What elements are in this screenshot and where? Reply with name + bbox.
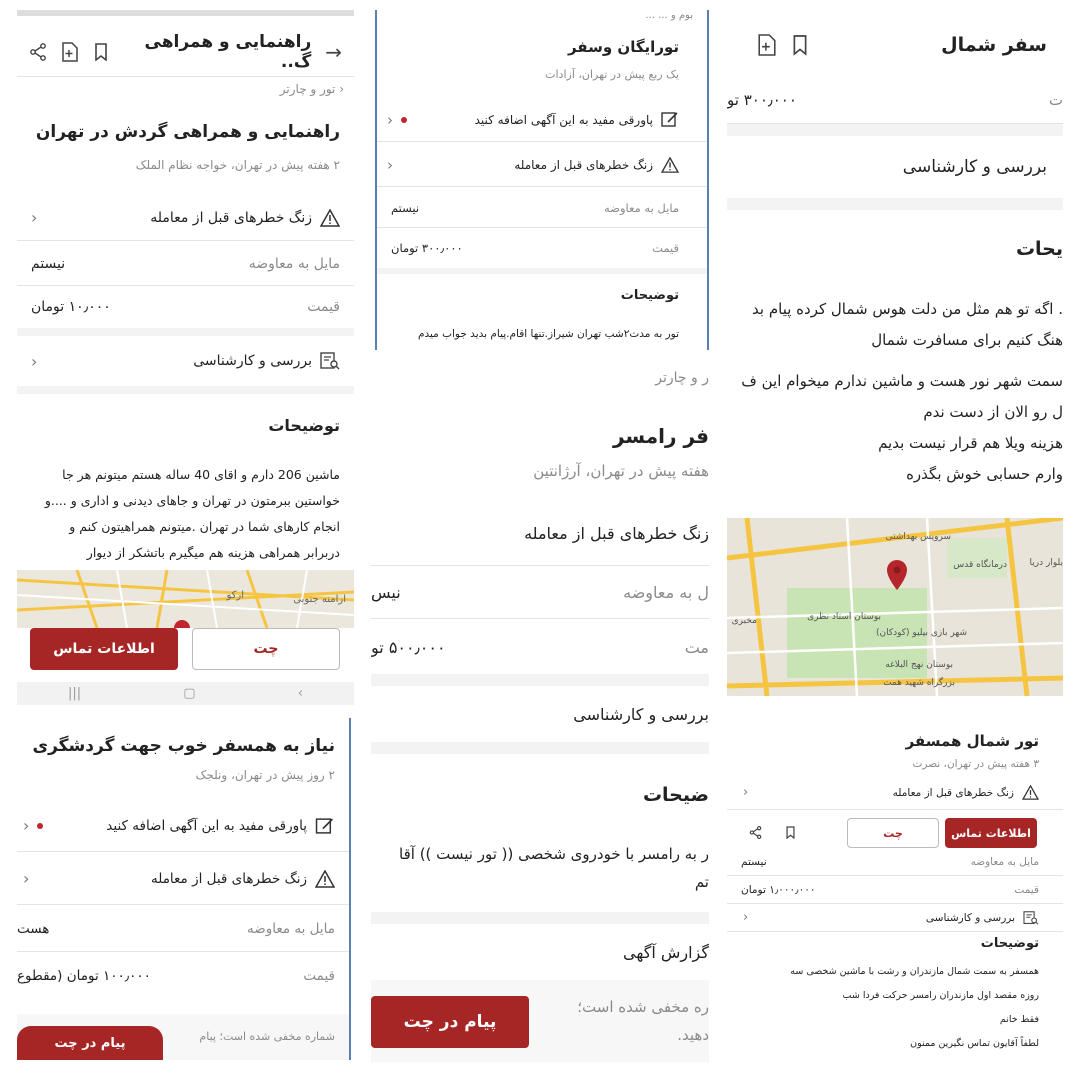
review-icon <box>1023 911 1039 925</box>
warning-row[interactable] <box>377 143 707 187</box>
home-icon[interactable]: ▢ <box>183 686 196 701</box>
chevron-left-icon: ‹ <box>31 351 38 371</box>
panel-ad-tehran-guide <box>17 10 354 705</box>
review-icon <box>320 352 340 370</box>
status-strip <box>17 10 354 16</box>
chevron-left-icon: ‹ <box>387 110 393 129</box>
panel-ad-free-tour <box>375 10 709 350</box>
negotiable-value: هست <box>17 920 50 937</box>
recents-icon[interactable]: ||| <box>68 686 82 701</box>
review-label: بررسی و کارشناسی <box>193 353 312 369</box>
price-label: ت <box>1048 90 1063 109</box>
review-label: بررسی و کارشناسی <box>573 704 709 724</box>
negotiable-value: نیستم <box>741 855 767 868</box>
map-label: ارکو <box>226 590 244 601</box>
price-value: ۱٫۰۰۰٫۰۰۰ تومان <box>741 883 816 896</box>
negotiable-row <box>377 188 707 228</box>
contact-info-button[interactable]: اطلاعات تماس <box>945 818 1037 848</box>
warning-label: زنگ خطرهای قبل از معامله <box>514 157 653 172</box>
price-row <box>371 620 709 674</box>
price-value: ۱۰۰٫۰۰۰ تومان (مقطوع <box>17 968 151 984</box>
add-note-icon[interactable] <box>61 42 79 62</box>
review-row[interactable] <box>17 336 354 386</box>
new-dot-icon <box>401 117 407 123</box>
page-title: راهنمایی و همراهی گردش در تهران <box>35 122 340 142</box>
description-title: توضیحات <box>980 936 1039 951</box>
description-text: همسفر به سمت شمال مازندران و رشت با ماشین شخصی سه روزه مقصد اول مازندران رامسر حرکت فردا شب فقط خانم لطفاً آقایون تماس نگیرین ممنون <box>790 966 1039 1049</box>
map-label: درمانگاه قدس <box>953 560 1007 570</box>
warning-icon <box>320 209 340 227</box>
description-text: تور به مدت۲شب تهران شیراز.تنها اقام.پیام بدید جواب میدم <box>417 328 679 340</box>
chevron-left-icon: ‹ <box>743 785 749 800</box>
system-nav-bar <box>17 682 354 705</box>
chat-button[interactable]: چت <box>847 818 939 848</box>
panel-ad-ramsar <box>371 362 709 1062</box>
add-note-row[interactable] <box>17 800 349 852</box>
warning-icon <box>1022 785 1039 800</box>
chevron-left-icon: ‹ <box>23 869 30 888</box>
map-label: سرویس بهداشتی <box>885 532 951 542</box>
warning-row[interactable] <box>17 853 349 905</box>
map-label: بزرگراه شهید همت <box>883 678 955 688</box>
contact-info-button[interactable]: اطلاعات تماس <box>30 628 178 670</box>
negotiable-label: مایل به معاوضه <box>970 855 1039 868</box>
chevron-left-icon: ‹ <box>387 155 393 174</box>
ad-subtitle: ۲ هفته پیش در تهران، خواجه نظام الملک <box>135 158 340 172</box>
page-title: فر رامسر <box>612 424 709 448</box>
warning-row[interactable] <box>727 776 1063 810</box>
header-title: راهنمایی و همراهی گ.. <box>144 32 312 72</box>
back-arrow-icon[interactable]: → <box>325 40 342 64</box>
price-row <box>377 228 707 268</box>
panel-ad-north-companion <box>727 724 1063 1060</box>
map-label: مخبری <box>731 616 757 626</box>
chat-button[interactable]: چت <box>192 628 340 670</box>
negotiable-label: ل به معاوضه <box>623 583 709 602</box>
price-value: ۵۰۰٫۰۰۰ تو <box>371 637 446 657</box>
description-title: ضیحات <box>642 784 709 806</box>
chevron-left-icon: ‹ <box>23 816 30 835</box>
review-label: بررسی و کارشناسی <box>902 157 1047 177</box>
chat-message-button[interactable]: پیام در چت <box>17 1026 163 1060</box>
warning-label: زنگ خطرهای قبل از معامله <box>150 209 312 226</box>
ad-subtitle: ۳ هفته پیش در تهران، نصرت <box>912 758 1039 770</box>
price-label: قیمت <box>303 968 335 984</box>
negotiable-row <box>727 848 1063 876</box>
chevron-left-icon: ‹ <box>743 910 749 925</box>
price-row <box>727 876 1063 904</box>
negotiable-label: مایل به معاوضه <box>604 200 679 215</box>
ad-subtitle: ۲ روز پیش در تهران، ونلجک <box>195 768 335 782</box>
page-title: تور شمال همسفر <box>905 732 1039 750</box>
header-title: سفر شمال <box>941 34 1047 56</box>
hidden-number-text: ره مخفی شده است؛ <box>577 998 709 1016</box>
ad-subtitle: هفته پیش در تهران، آرژانتین <box>533 462 709 480</box>
bookmark-icon[interactable] <box>93 43 109 61</box>
negotiable-value: نیستم <box>31 255 66 272</box>
price-value: ۳۰۰٫۰۰۰ تو <box>727 90 797 109</box>
share-icon[interactable] <box>749 826 762 839</box>
location-map[interactable] <box>727 518 1063 696</box>
panel-ad-north-trip <box>727 10 1063 722</box>
note-icon <box>661 111 679 128</box>
map-label: بوستان استاد نظری <box>807 612 881 622</box>
negotiable-label: مایل به معاوضه <box>248 255 340 272</box>
warning-icon <box>661 157 679 173</box>
hidden-number-text-2: دهید. <box>677 1026 709 1044</box>
note-icon <box>315 817 335 835</box>
negotiable-row <box>371 567 709 619</box>
location-map[interactable] <box>17 570 354 628</box>
share-icon[interactable] <box>29 43 47 61</box>
price-row <box>727 76 1063 124</box>
description-text: ماشین 206 دارم و اقای 40 ساله هستم میتونم هر جا خواستین ببرمتون در تهران و جاهای دیدنی و اداری و ....و انجام کارهای شما در تهران .میتونم همراهیتون کنم و دربرابر همراهی هزینه هم میگیرم باتشکر از دیوار <box>44 467 340 560</box>
bookmark-icon[interactable] <box>791 34 809 56</box>
bookmark-icon[interactable] <box>785 826 796 839</box>
negotiable-value: نیستم <box>391 200 420 215</box>
negotiable-row <box>17 906 349 952</box>
warning-label: زنگ خطرهای قبل از معامله <box>892 786 1014 799</box>
warning-label: زنگ خطرهای قبل از معامله <box>524 524 709 543</box>
page-title: تورایگان وسفر <box>567 38 679 56</box>
negotiable-row <box>17 242 354 286</box>
ad-subtitle: یک ربع پیش در تهران، آزادات <box>545 68 679 81</box>
description-title: توضیحات <box>620 288 679 303</box>
back-nav-icon[interactable]: ‹ <box>297 686 303 701</box>
price-value: ۳۰۰٫۰۰۰ تومان <box>391 241 463 255</box>
map-label: بلوار دریا <box>1029 558 1063 568</box>
review-row[interactable] <box>727 904 1063 932</box>
report-label: گزارش آگهی <box>622 942 709 962</box>
add-note-label: پاورقی مفید به این آگهی اضافه کنید <box>474 112 653 127</box>
review-row[interactable] <box>371 686 709 742</box>
chevron-left-icon: ‹ <box>31 208 38 227</box>
report-row[interactable] <box>371 924 709 980</box>
negotiable-label: مایل به معاوضه <box>247 920 335 937</box>
top-fragment: بوم و ... ... <box>645 10 693 21</box>
price-row <box>17 286 354 328</box>
description-text: ر به رامسر با خودروی شخصی (( تور نیست )) آقا تم <box>399 845 709 891</box>
price-label: قیمت <box>652 241 679 255</box>
map-label: شهر بازی بیلیو (کودکان) <box>875 628 967 638</box>
review-row[interactable] <box>727 136 1063 198</box>
price-row <box>17 953 349 999</box>
hidden-number-text: شماره مخفی شده است؛ پیام <box>199 1030 335 1043</box>
add-note-label: پاورقی مفید به این آگهی اضافه کنید <box>106 817 307 834</box>
negotiable-value: نیس <box>371 583 401 602</box>
chat-message-button[interactable]: پیام در چت <box>371 996 529 1048</box>
price-label: قیمت <box>1014 883 1039 896</box>
add-note-icon[interactable] <box>757 33 777 57</box>
warning-label: زنگ خطرهای قبل از معامله <box>150 870 307 887</box>
breadcrumb[interactable]: ر و چارتر <box>655 370 709 386</box>
review-label: بررسی و کارشناسی <box>925 911 1015 924</box>
breadcrumb[interactable]: ‹ تور و چارتر <box>279 82 344 96</box>
new-dot-icon <box>37 823 43 829</box>
panel-ad-travel-companion <box>17 718 351 1060</box>
warning-row[interactable] <box>17 195 354 241</box>
description-title: توضیحات <box>268 416 340 435</box>
price-label: مت <box>684 637 709 657</box>
warning-icon <box>315 870 335 888</box>
description-text: . اگه تو هم مثل من دلت هوس شمال کرده پیام بد هنگ کنیم برای مسافرت شمال سمت شهر نور هست و ماشین ندارم میخوام این ف ل رو الان از دست ندم هزینه ویلا هم قرار نیست بدیم وارم حسابی خوش بگذره <box>741 300 1063 483</box>
warning-row[interactable] <box>371 502 709 566</box>
description-title: یحات <box>1015 238 1063 260</box>
map-label: بوستان نهج البلاغه <box>885 660 953 670</box>
price-label: قیمت <box>307 299 340 315</box>
page-title: نیاز به همسفر خوب جهت گردشگری <box>32 736 335 756</box>
map-label: ارامنه جنوبی <box>293 594 346 605</box>
price-value: ۱۰٫۰۰۰ تومان <box>31 299 111 315</box>
add-note-row[interactable] <box>377 98 707 142</box>
